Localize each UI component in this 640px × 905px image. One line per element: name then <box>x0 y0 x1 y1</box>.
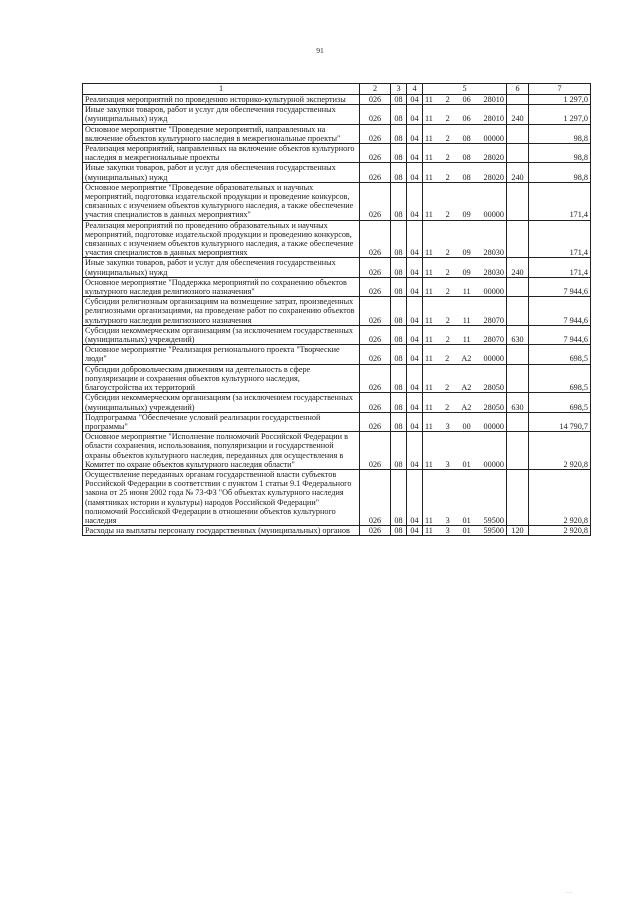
csr-subprogram: 2 <box>445 315 450 325</box>
csr-subprogram: 2 <box>445 95 450 104</box>
table-row <box>83 345 591 364</box>
csr-direction: 00000 <box>483 210 504 220</box>
csr-program: 11 <box>425 421 433 431</box>
expense-type-code <box>507 144 529 163</box>
podrazdel-code: 04 <box>407 412 423 431</box>
target-article-code <box>423 297 507 326</box>
row-name: Субсидии религиозным организациям на возмещение затрат, произведенных религиозными организациями, на проведение работ по сохранению объектов культурного наследия религиозного назначения <box>83 297 360 326</box>
csr-event: 08 <box>462 133 471 143</box>
podrazdel-code: 04 <box>407 277 423 296</box>
target-article-code <box>423 258 507 277</box>
csr-subprogram: 2 <box>445 210 450 220</box>
target-article-code <box>423 325 507 344</box>
razdel-code: 08 <box>391 163 407 182</box>
page-number: 91 <box>316 46 324 55</box>
csr-subprogram: 2 <box>445 172 450 182</box>
amount: 2 920,8 <box>529 432 591 470</box>
csr-program: 11 <box>425 133 433 143</box>
csr-direction: 28070 <box>483 335 504 345</box>
target-article-code <box>423 412 507 431</box>
table-row <box>83 469 591 525</box>
csr-event: 11 <box>462 335 471 345</box>
target-article-code <box>423 345 507 364</box>
target-article-code <box>423 95 507 105</box>
csr-subprogram: 2 <box>445 114 450 124</box>
row-name: Основное мероприятие "Проведение мероприятий, направленных на включение объектов культурного наследия в межрегиональные проекты" <box>83 124 360 143</box>
target-article-code <box>423 163 507 182</box>
csr-program: 11 <box>425 402 433 412</box>
target-article-code <box>423 277 507 296</box>
row-name: Реализация мероприятий по проведению образовательных и научных мероприятий, подготовке издательской продукции и проведению конкурсов, связанных с изучением объектов культурного наследия, а также обеспечение участия специалистов в данных мероприятиях <box>83 220 360 258</box>
csr-program: 11 <box>425 335 433 345</box>
podrazdel-code: 04 <box>407 345 423 364</box>
row-name: Субсидии добровольческим движениям на деятельность в сфере популяризации и сохранения объектов культурного наследия, благоустройства их территорий <box>83 364 360 393</box>
razdel-code: 08 <box>391 144 407 163</box>
row-name: Иные закупки товаров, работ и услуг для обеспечения государственных (муниципальных) нужд <box>83 105 360 124</box>
admin-code: 026 <box>360 297 391 326</box>
scan-mark: ... <box>566 889 574 895</box>
csr-direction: 59500 <box>483 526 504 536</box>
row-name: Осуществление переданных органам государственной власти субъектов Российской Федерации в соответствии с пунктом 1 статьи 9.1 Федерального закона от 25 июня 2002 года № 73-ФЗ "Об объектах культурного наследия (памятниках истории и культуры) народов Российской Федерации" полномочий Российской Федерации в отношении объектов культурного наследия <box>83 469 360 525</box>
amount: 2 920,8 <box>529 526 591 536</box>
amount: 1 297,0 <box>529 95 591 105</box>
admin-code: 026 <box>360 432 391 470</box>
expense-type-code <box>507 182 529 220</box>
podrazdel-code: 04 <box>407 469 423 525</box>
amount: 14 790,7 <box>529 412 591 431</box>
amount: 98,8 <box>529 144 591 163</box>
table-row <box>83 325 591 344</box>
csr-direction: 00000 <box>483 421 504 431</box>
admin-code: 026 <box>360 182 391 220</box>
table-row <box>83 297 591 326</box>
razdel-code: 08 <box>391 345 407 364</box>
target-article-code <box>423 124 507 143</box>
csr-direction: 28030 <box>483 248 504 258</box>
amount: 7 944,6 <box>529 277 591 296</box>
csr-direction: 28010 <box>483 95 504 104</box>
razdel-code: 08 <box>391 432 407 470</box>
expense-type-code <box>507 469 529 525</box>
row-name: Основное мероприятие "Исполнение полномочий Российской Федерации в области сохранения, использования, популяризации и государственной охраны объектов культурного наследия, переданных для осуществления в Комитет по охране объектов культурного наследия области" <box>83 432 360 470</box>
target-article-code <box>423 144 507 163</box>
csr-event: 06 <box>462 95 471 104</box>
table-row <box>83 526 591 536</box>
csr-direction: 28070 <box>483 315 504 325</box>
table-row <box>83 432 591 470</box>
csr-subprogram: 2 <box>445 287 450 297</box>
csr-subprogram: 2 <box>445 133 450 143</box>
admin-code: 026 <box>360 95 391 105</box>
razdel-code: 08 <box>391 95 407 105</box>
amount: 98,8 <box>529 163 591 182</box>
csr-subprogram: 2 <box>445 153 450 163</box>
csr-event: 08 <box>462 172 471 182</box>
csr-subprogram: 3 <box>445 526 450 536</box>
csr-subprogram: 3 <box>445 459 450 469</box>
header-col-2: 2 <box>360 84 391 95</box>
admin-code: 026 <box>360 277 391 296</box>
amount: 171,4 <box>529 258 591 277</box>
csr-direction: 28030 <box>483 267 504 277</box>
expense-type-code <box>507 412 529 431</box>
amount: 2 920,8 <box>529 469 591 525</box>
expense-type-code: 630 <box>507 325 529 344</box>
razdel-code: 08 <box>391 412 407 431</box>
expense-type-code <box>507 345 529 364</box>
table-row <box>83 182 591 220</box>
podrazdel-code: 04 <box>407 393 423 412</box>
row-name: Основное мероприятие "Поддержка мероприятий по сохранению объектов культурного наследия религиозного назначения" <box>83 277 360 296</box>
csr-event: А2 <box>461 354 472 364</box>
amount: 1 297,0 <box>529 105 591 124</box>
razdel-code: 08 <box>391 105 407 124</box>
csr-subprogram: 3 <box>445 421 450 431</box>
razdel-code: 08 <box>391 325 407 344</box>
expense-type-code: 630 <box>507 393 529 412</box>
target-article-code <box>423 432 507 470</box>
row-name: Расходы на выплаты персоналу государственных (муниципальных) органов <box>83 526 360 536</box>
row-name: Иные закупки товаров, работ и услуг для обеспечения государственных (муниципальных) нужд <box>83 163 360 182</box>
header-col-5: 5 <box>423 84 507 95</box>
expense-type-code <box>507 364 529 393</box>
row-name: Основное мероприятие "Проведение образовательных и научных мероприятий, подготовка издательской продукции и проведение конкурсов, связанных с изучением объектов культурного наследия, а также обеспечение участия специалистов в данных мероприятиях" <box>83 182 360 220</box>
table-row <box>83 220 591 258</box>
csr-event: 08 <box>462 153 471 163</box>
table-row <box>83 95 591 105</box>
expense-type-code <box>507 220 529 258</box>
csr-program: 11 <box>425 153 433 163</box>
header-col-1: 1 <box>83 84 360 95</box>
row-name: Основное мероприятие "Реализация регионального проекта "Творческие люди" <box>83 345 360 364</box>
podrazdel-code: 04 <box>407 182 423 220</box>
razdel-code: 08 <box>391 220 407 258</box>
csr-subprogram: 2 <box>445 354 450 364</box>
target-article-code <box>423 182 507 220</box>
admin-code: 026 <box>360 345 391 364</box>
razdel-code: 08 <box>391 364 407 393</box>
csr-direction: 59500 <box>483 515 504 525</box>
admin-code: 026 <box>360 220 391 258</box>
csr-program: 11 <box>425 383 433 393</box>
amount: 7 944,6 <box>529 297 591 326</box>
target-article-code <box>423 105 507 124</box>
target-article-code <box>423 364 507 393</box>
amount: 698,5 <box>529 345 591 364</box>
expense-type-code <box>507 432 529 470</box>
csr-event: 00 <box>462 421 471 431</box>
csr-program: 11 <box>425 515 433 525</box>
expense-type-code: 240 <box>507 105 529 124</box>
admin-code: 026 <box>360 412 391 431</box>
table-header-row <box>83 84 591 95</box>
admin-code: 026 <box>360 364 391 393</box>
razdel-code: 08 <box>391 297 407 326</box>
header-col-3: 3 <box>391 84 407 95</box>
admin-code: 026 <box>360 163 391 182</box>
csr-subprogram: 2 <box>445 248 450 258</box>
admin-code: 026 <box>360 393 391 412</box>
razdel-code: 08 <box>391 393 407 412</box>
podrazdel-code: 04 <box>407 95 423 105</box>
podrazdel-code: 04 <box>407 325 423 344</box>
admin-code: 026 <box>360 469 391 525</box>
csr-subprogram: 2 <box>445 383 450 393</box>
csr-program: 11 <box>425 526 433 536</box>
expense-type-code <box>507 277 529 296</box>
razdel-code: 08 <box>391 258 407 277</box>
razdel-code: 08 <box>391 526 407 536</box>
csr-event: 09 <box>462 248 471 258</box>
expense-type-code <box>507 297 529 326</box>
podrazdel-code: 04 <box>407 163 423 182</box>
target-article-code <box>423 393 507 412</box>
expense-type-code: 120 <box>507 526 529 536</box>
csr-event: 01 <box>462 526 471 536</box>
target-article-code <box>423 220 507 258</box>
razdel-code: 08 <box>391 277 407 296</box>
podrazdel-code: 04 <box>407 124 423 143</box>
csr-direction: 28020 <box>483 172 504 182</box>
csr-program: 11 <box>425 114 433 124</box>
csr-program: 11 <box>425 267 433 277</box>
admin-code: 026 <box>360 258 391 277</box>
target-article-code <box>423 526 507 536</box>
admin-code: 026 <box>360 105 391 124</box>
csr-program: 11 <box>425 315 433 325</box>
csr-direction: 28010 <box>483 114 504 124</box>
admin-code: 026 <box>360 124 391 143</box>
podrazdel-code: 04 <box>407 105 423 124</box>
csr-direction: 00000 <box>483 133 504 143</box>
budget-table <box>82 83 591 536</box>
csr-event: 09 <box>462 267 471 277</box>
target-article-code <box>423 469 507 525</box>
csr-direction: 28050 <box>483 383 504 393</box>
table-row <box>83 163 591 182</box>
table-row <box>83 144 591 163</box>
row-name: Иные закупки товаров, работ и услуг для обеспечения государственных (муниципальных) нужд <box>83 258 360 277</box>
csr-program: 11 <box>425 95 433 104</box>
table-row <box>83 277 591 296</box>
admin-code: 026 <box>360 144 391 163</box>
header-col-4: 4 <box>407 84 423 95</box>
table-row <box>83 412 591 431</box>
csr-program: 11 <box>425 459 433 469</box>
table-row <box>83 393 591 412</box>
csr-direction: 00000 <box>483 287 504 297</box>
row-name: Субсидии некоммерческим организациям (за исключением государственных (муниципальных) учреждений) <box>83 393 360 412</box>
csr-direction: 00000 <box>483 354 504 364</box>
row-name: Реализация мероприятий, направленных на включение объектов культурного наследия в межрегиональные проекты <box>83 144 360 163</box>
podrazdel-code: 04 <box>407 526 423 536</box>
podrazdel-code: 04 <box>407 220 423 258</box>
csr-program: 11 <box>425 354 433 364</box>
podrazdel-code: 04 <box>407 364 423 393</box>
table-row <box>83 364 591 393</box>
amount: 98,8 <box>529 124 591 143</box>
razdel-code: 08 <box>391 469 407 525</box>
amount: 171,4 <box>529 220 591 258</box>
podrazdel-code: 04 <box>407 297 423 326</box>
table-row <box>83 258 591 277</box>
amount: 698,5 <box>529 393 591 412</box>
amount: 7 944,6 <box>529 325 591 344</box>
csr-event: А2 <box>461 383 472 393</box>
admin-code: 026 <box>360 526 391 536</box>
admin-code: 026 <box>360 325 391 344</box>
csr-program: 11 <box>425 287 433 297</box>
row-name: Подпрограмма "Обеспечение условий реализации государственной программы" <box>83 412 360 431</box>
csr-event: 01 <box>462 515 471 525</box>
amount: 698,5 <box>529 364 591 393</box>
csr-event: 11 <box>462 287 471 297</box>
table-row <box>83 124 591 143</box>
row-name: Реализация мероприятий по проведению историко-культурной экспертизы <box>83 95 360 105</box>
csr-subprogram: 2 <box>445 335 450 345</box>
header-col-7: 7 <box>529 84 591 95</box>
podrazdel-code: 04 <box>407 144 423 163</box>
csr-direction: 00000 <box>483 459 504 469</box>
razdel-code: 08 <box>391 182 407 220</box>
csr-event: А2 <box>461 402 472 412</box>
csr-subprogram: 2 <box>445 402 450 412</box>
amount: 171,4 <box>529 182 591 220</box>
table-row <box>83 105 591 124</box>
podrazdel-code: 04 <box>407 258 423 277</box>
csr-event: 06 <box>462 114 471 124</box>
csr-subprogram: 2 <box>445 267 450 277</box>
csr-event: 01 <box>462 459 471 469</box>
podrazdel-code: 04 <box>407 432 423 470</box>
csr-event: 09 <box>462 210 471 220</box>
row-name: Субсидии некоммерческим организациям (за исключением государственных (муниципальных) учреждений) <box>83 325 360 344</box>
csr-program: 11 <box>425 248 433 258</box>
expense-type-code <box>507 124 529 143</box>
expense-type-code: 240 <box>507 163 529 182</box>
csr-program: 11 <box>425 172 433 182</box>
expense-type-code: 240 <box>507 258 529 277</box>
csr-subprogram: 3 <box>445 515 450 525</box>
header-col-6: 6 <box>507 84 529 95</box>
csr-event: 11 <box>462 315 471 325</box>
csr-program: 11 <box>425 210 433 220</box>
csr-direction: 28020 <box>483 153 504 163</box>
csr-direction: 28050 <box>483 402 504 412</box>
expense-type-code <box>507 95 529 105</box>
razdel-code: 08 <box>391 124 407 143</box>
